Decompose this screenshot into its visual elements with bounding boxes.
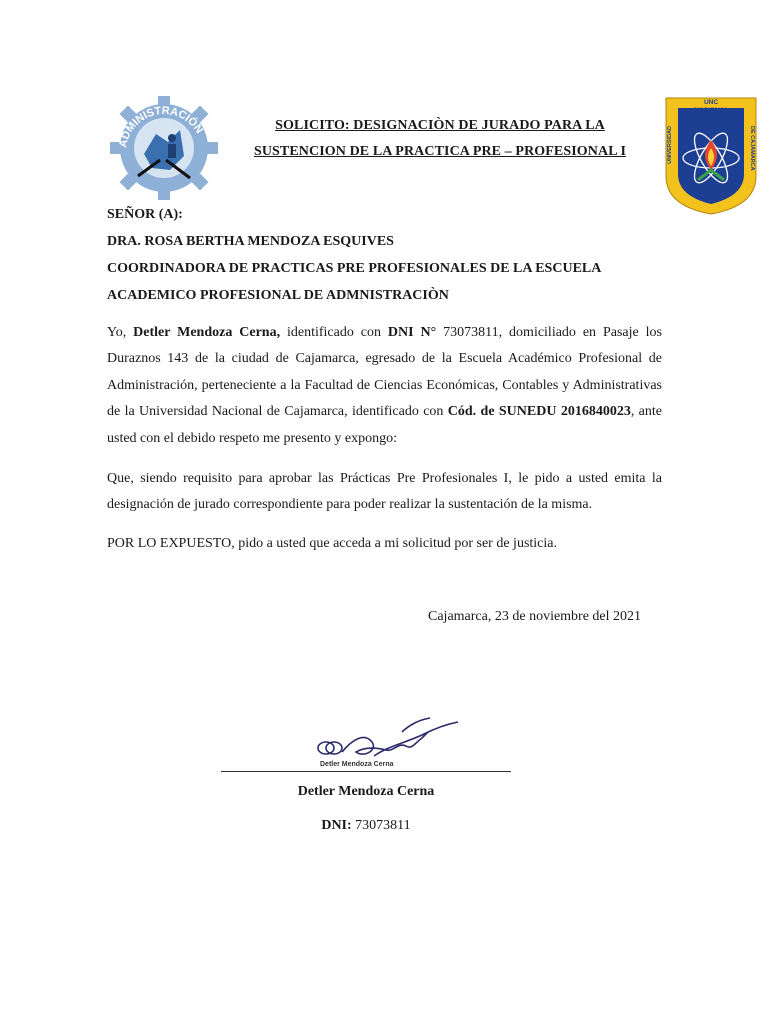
left-logo-text: ADMINISTRACIÓN xyxy=(117,104,206,149)
right-logo-text-top: UNC NACIONAL xyxy=(694,99,729,114)
p1-dni-text: 73073811, domiciliado en Pasaje los Duraznos 143 de la ciudad de Cajamarca, egresado de la Escuela Académico Profesional de Administración, perteneciente a la Facultad de Ciencias Económicas, Contables y Administrativas de la Universidad Nacional de Cajamarca, identificado con xyxy=(107,325,663,420)
salutation: SEÑOR (A): xyxy=(107,207,183,222)
right-logo-text-left: UNIVERSIDAD xyxy=(667,126,673,164)
signer-dni-value: 73073811 xyxy=(351,818,411,833)
signer-dni-label: DNI: xyxy=(321,818,352,833)
handwritten-signature-icon xyxy=(312,712,462,772)
body-paragraph-3: POR LO EXPUESTO, pido a usted que acceda a mi solicitud por ser de justicia. xyxy=(107,536,557,551)
right-logo-text-right: DE CAJAMARCA xyxy=(749,126,755,171)
date-line: Cajamarca, 23 de noviembre del 2021 xyxy=(428,609,642,624)
signature xyxy=(312,712,462,772)
body-paragraph-2: Que, siendo requisito para aprobar las Prácticas Pre Profesionales I, le pido a usted emita la designación de jurado correspondiente para poder realizar la sustentación de la misma. xyxy=(107,471,662,513)
svg-text:ADMINISTRACIÓN xyxy=(117,105,205,149)
unc-logo xyxy=(664,96,758,216)
applicant-name: Detler Mendoza Cerna, xyxy=(133,325,281,340)
sunedu-code: Cód. de SUNEDU 2016840023 xyxy=(447,404,631,420)
request-title-line-1: SOLICITO: DESIGNACIÒN DE JURADO PARA LA xyxy=(275,118,605,133)
signature-line xyxy=(221,771,511,772)
body-paragraph-1 xyxy=(107,320,662,452)
signer-name: Detler Mendoza Cerna xyxy=(297,784,435,799)
dni-label: DNI N° xyxy=(387,325,437,340)
p1-mid: identificado con xyxy=(280,325,388,340)
request-title-line-2: SUSTENCION DE LA PRACTICA PRE – PROFESIONAL I xyxy=(253,144,627,159)
p1-end: , ante usted con el debido respeto me presento y expongo: xyxy=(107,404,663,446)
administracion-logo xyxy=(108,94,220,202)
signer-dni xyxy=(221,818,511,834)
p1-intro: Yo, xyxy=(107,325,134,340)
recipient-role-line-1: COORDINADORA DE PRACTICAS PRE PROFESIONALES DE LA ESCUELA xyxy=(107,261,602,276)
recipient-role-line-2: ACADEMICO PROFESIONAL DE ADMNISTRACIÒN xyxy=(107,288,449,303)
signature-stamp-text: Detler Mendoza Cerna xyxy=(320,761,394,768)
recipient-name: DRA. ROSA BERTHA MENDOZA ESQUIVES xyxy=(107,234,394,249)
